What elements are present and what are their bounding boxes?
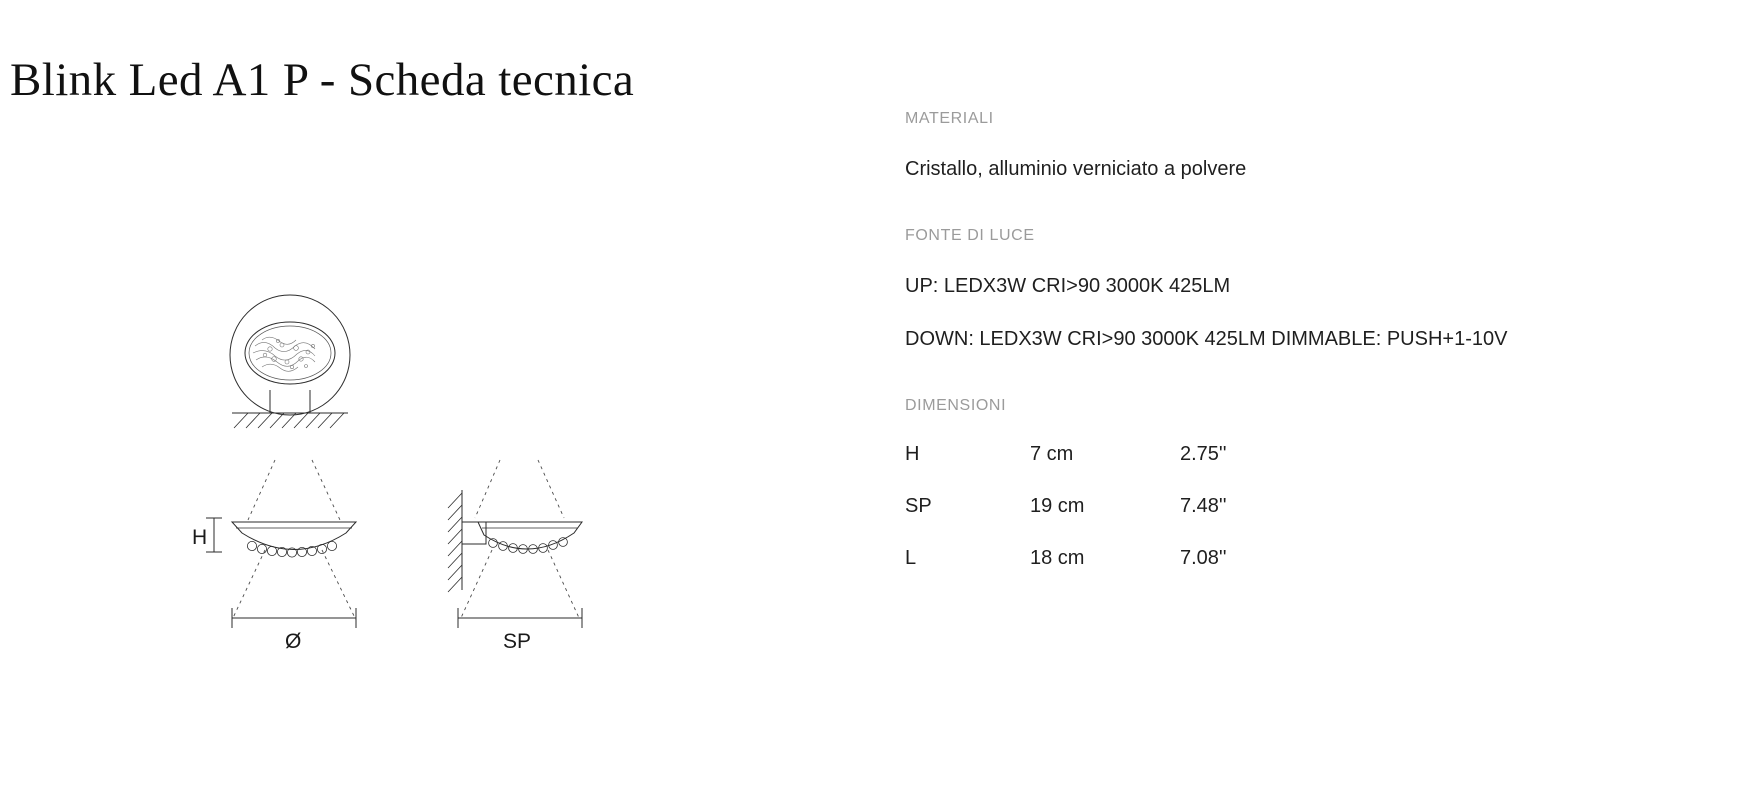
technical-drawing-svg [170, 250, 690, 680]
dimensions-section [905, 397, 1665, 599]
dimension-key: SP [905, 495, 932, 517]
dimension-metric: 7 cm [1030, 443, 1074, 465]
drawing-side-view-left [206, 460, 356, 628]
dimension-metric: 19 cm [1030, 495, 1085, 517]
drawing-label-diameter: Ø [285, 630, 302, 653]
dimension-key: L [905, 547, 917, 569]
drawing-side-view-right [448, 460, 582, 628]
light-source-line-down: DOWN: LEDX3W CRI>90 3000K 425LM DIMMABLE: PUSH+1-10V [905, 328, 1508, 350]
dimension-metric: 18 cm [1030, 547, 1085, 569]
drawing-front-view [230, 295, 350, 428]
table-row [905, 443, 1330, 495]
materials-section [905, 110, 1665, 183]
table-row [905, 495, 1330, 547]
dimensions-heading: DIMENSIONI [905, 397, 1007, 414]
specifications-panel [905, 110, 1665, 599]
table-row [905, 547, 1330, 599]
light-source-heading: FONTE DI LUCE [905, 227, 1035, 244]
dimension-marker-h [206, 518, 222, 552]
materials-heading: MATERIALI [905, 110, 994, 127]
dimension-imperial: 2.75'' [1180, 443, 1227, 465]
light-source-section [905, 227, 1665, 353]
drawing-label-h: H [192, 526, 208, 549]
technical-drawing [170, 250, 690, 680]
light-source-line-up: UP: LEDX3W CRI>90 3000K 425LM [905, 275, 1231, 297]
dimension-imperial: 7.08'' [1180, 547, 1227, 569]
dimension-marker-sp [458, 608, 582, 628]
drawing-label-sp: SP [503, 630, 532, 653]
dimension-imperial: 7.48'' [1180, 495, 1227, 517]
dimension-key: H [905, 443, 920, 465]
page-title: Blink Led A1 P - Scheda tecnica [10, 54, 635, 107]
materials-value: Cristallo, alluminio verniciato a polvere [905, 158, 1247, 180]
dimensions-table [905, 443, 1330, 599]
dimension-marker-diameter [232, 608, 356, 628]
